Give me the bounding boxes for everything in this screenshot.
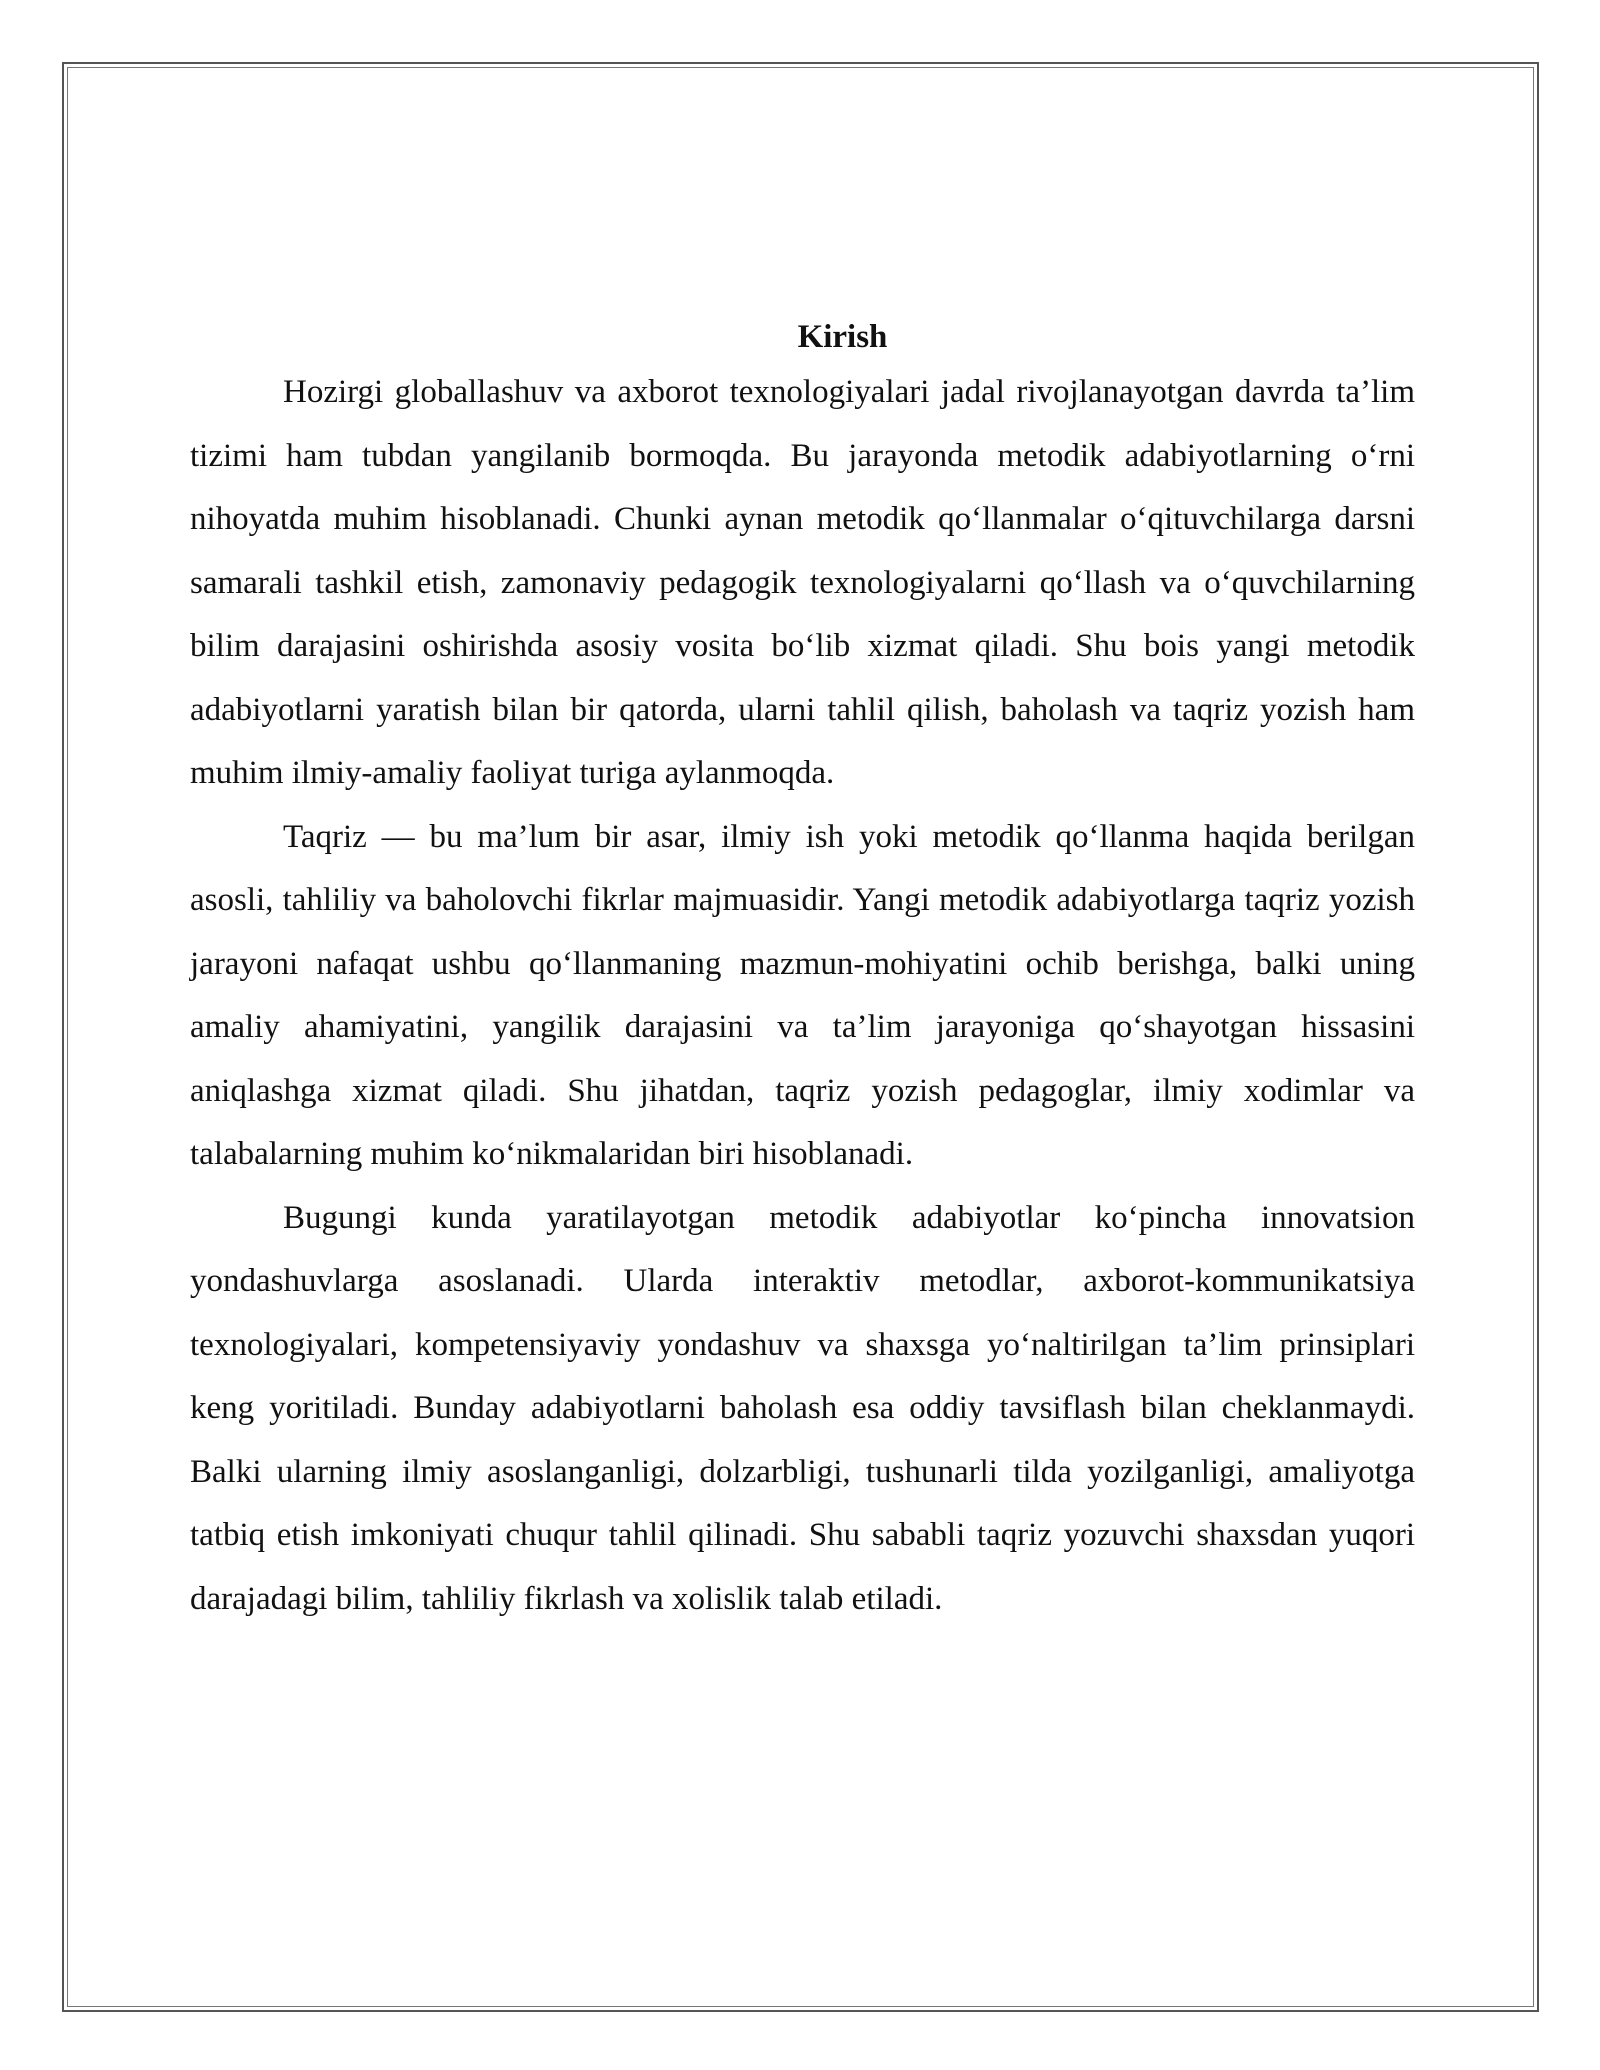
paragraph-1: Hozirgi globallashuv va axborot texnologiyalari jadal rivojlanayotgan davrda ta’lim tizimi ham tubdan yangilanib bormoqda. Bu jarayonda metodik adabiyotlarning o‘rni nihoyatda muhim hisoblanadi. Chunki aynan metodik qo‘llanmalar o‘qituvchilarga darsni samarali tashkil etish, zamonaviy pedagogik texnologiyalarni qo‘llash va o‘quvchilarning bilim darajasini oshirishda asosiy vosita bo‘lib xizmat qiladi. Shu bois yangi metodik adabiyotlarni yaratish bilan bir qatorda, ularni tahlil qilish, baholash va taqriz yozish ham muhim ilmiy-amaliy faoliyat turiga aylanmoqda. — [190, 374, 1415, 791]
document-title: Kirish — [797, 319, 888, 355]
paragraph-3: Bugungi kunda yaratilayotgan metodik adabiyotlar ko‘pincha innovatsion yondashuvlarga asoslanadi. Ularda interaktiv metodlar, axborot-kommunikatsiya texnologiyalari, kompetensiyaviy yondashuv va shaxsga yo‘naltirilgan ta’lim prinsiplari keng yoritiladi. Bunday adabiyotlarni baholash esa oddiy tavsiflash bilan cheklanmaydi. Balki ularning ilmiy asoslanganligi, dolzarbligi, tushunarli tilda yozilganligi, amaliyotga tatbiq etish imkoniyati chuqur tahlil qilinadi. Shu sababli taqriz yozuvchi shaxsdan yuqori darajadagi bilim, tahliliy fikrlash va xolislik talab etiladi. — [190, 1199, 1415, 1617]
paragraph-2: Taqriz — bu ma’lum bir asar, ilmiy ish yoki metodik qo‘llanma haqida berilgan asosli, tahliliy va baholovchi fikrlar majmuasidir. Yangi metodik adabiyotlarga taqriz yozish jarayoni nafaqat ushbu qo‘llanmaning mazmun-mohiyatini ochib berishga, balki uning amaliy ahamiyatini, yangilik darajasini va ta’lim jarayoniga qo‘shayotgan hissasini aniqlashga xizmat qiladi. Shu jihatdan, taqriz yozish pedagoglar, ilmiy xodimlar va talabalarning muhim ko‘nikmalaridan biri hisoblanadi. — [190, 818, 1415, 1172]
document-body — [190, 313, 1415, 1631]
